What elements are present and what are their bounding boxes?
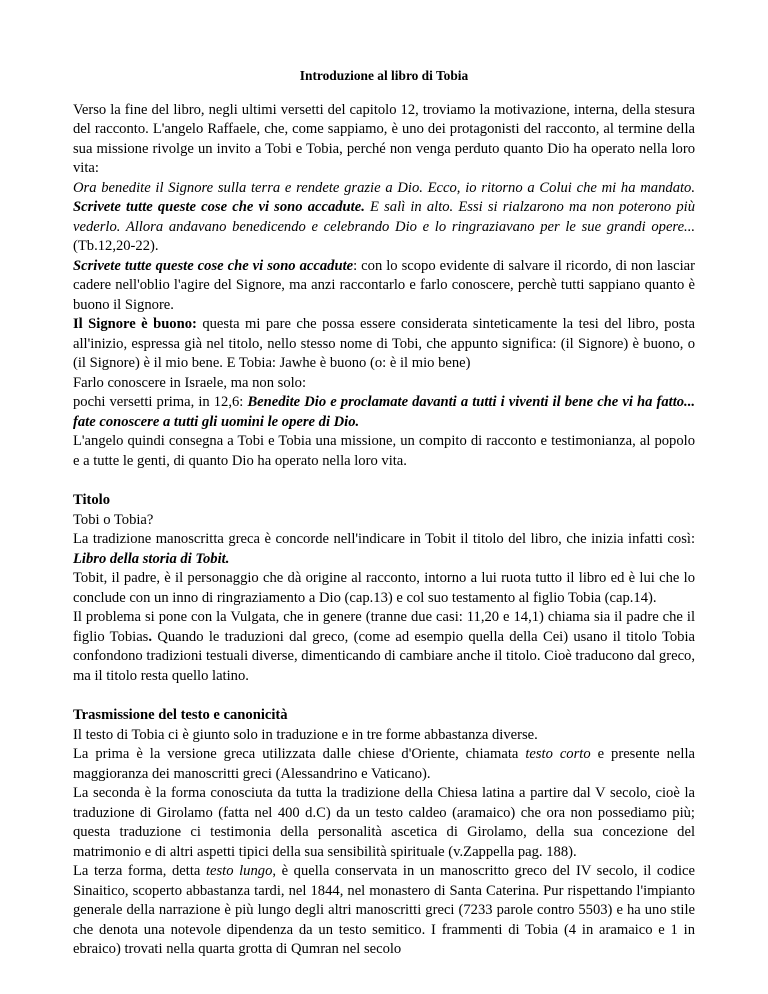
titolo-p4-lead: Il problema si pone con la Vulgata, che in genere (tranne due casi: 11,20 e 14,1) chiama sia il padre che il figlio Tobias [73, 609, 695, 645]
intro-p3-rest: questa mi pare che possa essere considerata sinteticamente la tesi del libro, posta all'inizio, espressa già nel titolo, nello stesso nome di Tobi, che appunto significa: (il Signore) è buono, o (il Signore) è il mio bene. E Tobia: Jawhe è buono (o: è il mio bene) [73, 316, 695, 371]
section-heading-trasmissione: Trasmissione del testo e canonicità [73, 707, 288, 723]
intro-paragraph-1 [73, 101, 695, 179]
quote-part-c: E salì in alto. Essi si rialzarono ma non poterono più vederlo. Allora andavano benedicendo e celebrando Dio e lo ringraziavano per le sue grandi opere... [73, 199, 696, 235]
document-title: Introduzione al libro di Tobia [299, 68, 469, 83]
titolo-p4-rest: Quando le traduzioni dal greco, (come ad esempio quella della Cei) usano il titolo Tobia confondono tradizioni testuali diverse, dimenticando di cambiare anche il titolo. Cioè traducono dal greco, ma il titolo resta quello latino. [73, 628, 695, 684]
intro-p5-quote: Benedite Dio e proclamate davanti a tutti i viventi il bene che vi ha fatto... fate conoscere a tutti gli uomini le opere di Dio. [73, 394, 695, 430]
trasmissione-p1-text: Il testo di Tobia ci è giunto solo in traduzione e in tre forme abbastanza diverse. [73, 726, 538, 743]
trasmissione-p4-lead: La terza forma, detta [73, 863, 206, 879]
trasmissione-paragraph-2 [73, 745, 695, 784]
intro-paragraph-4 [73, 374, 695, 394]
trasmissione-paragraph-1 [73, 726, 695, 746]
intro-p3-lead: Il Signore è buono: [73, 316, 197, 332]
titolo-p3-text: Tobit, il padre, è il personaggio che dà origine al racconto, intorno a lui ruota tutto il libro ed è lui che lo conclude con un inno di ringraziamento a Dio (cap.13) e col suo testamento al figlio Tobia (cap.14). [73, 570, 695, 606]
quote-reference: (Tb.12,20-22). [73, 238, 159, 254]
intro-p2-rest: : con lo scopo evidente di salvare il ricordo, di non lasciar cadere nell'oblio l'agire del Signore, ma anzi raccontarlo e farlo conoscere, perchè tutti sappiano quanto è buono il Signore. [73, 257, 695, 313]
intro-paragraph-2 [73, 257, 695, 316]
trasmissione-p2-rest: e presente nella maggioranza dei manoscritti greci (Alessandrino e Vaticano). [73, 746, 695, 782]
intro-paragraph-6 [73, 432, 695, 471]
trasmissione-paragraph-3 [73, 784, 695, 862]
intro-text: Verso la fine del libro, negli ultimi versetti del capitolo 12, troviamo la motivazione, interna, della stesura del racconto. L'angelo Raffaele, che, come sappiamo, è uno dei protagonisti del racconto, al termine della sua missione rivolge un invito a Tobi e Tobia, perché non venga perduto quanto Dio ha operato nella loro vita: [73, 101, 695, 176]
trasmissione-p2-em: testo corto [525, 746, 591, 762]
titolo-p1-text: Tobi o Tobia? [73, 511, 154, 528]
trasmissione-p4-em: testo lungo [205, 863, 273, 879]
titolo-p2-lead: La tradizione manoscritta greca è concorde nell'indicare in Tobit il titolo del libro, che inizia infatti così: [73, 531, 695, 547]
quote-part-b: Scrivete tutte queste cose che vi sono accadute. [73, 199, 365, 215]
intro-p2-lead: Scrivete tutte queste cose che vi sono accadute [73, 257, 354, 274]
trasmissione-p2-lead: La prima è la versione greca utilizzata dalle chiese d'Oriente, chiamata [73, 746, 526, 762]
section-heading-titolo: Titolo [73, 492, 111, 508]
titolo-paragraph-4 [73, 608, 695, 686]
intro-p4-text: Farlo conoscere in Israele, ma non solo: [73, 374, 307, 391]
trasmissione-p3-text: La seconda è la forma conosciuta da tutta la tradizione della Chiesa latina a partire dal V secolo, cioè la traduzione di Girolamo (fatta nel 400 d.C) da un testo caldeo (aramaico) che ora non possediamo più; questa traduzione ci testimonia della personalità ascetica di Girolamo, della sua concezione del matrimonio e di altri aspetti tipici della sua sensibilità spirituale (v.Zappella pag. 188). [73, 785, 695, 860]
titolo-paragraph-1 [73, 511, 695, 531]
titolo-paragraph-3 [73, 569, 695, 608]
titolo-paragraph-2 [73, 530, 695, 569]
intro-quote-paragraph [73, 179, 695, 257]
quote-part-a: Ora benedite il Signore sulla terra e rendete grazie a Dio. Ecco, io ritorno a Colui che mi ha mandato. [73, 179, 695, 196]
trasmissione-p4-rest: , è quella conservata in un manoscritto greco del IV secolo, il codice Sinaitico, scoperto abbastanza tardi, nel 1844, nel monastero di Santa Caterina. Pur rispettando l'impianto generale della narrazione è più lungo degli altri manoscritti greci (7233 parole contro 5503) e ha uno stile che denota una notevole dipendenza da un testo semitico. I frammenti di Tobia (4 in aramaico e 1 in ebraico) trovati nella quarta grotta di Qumran nel secolo [73, 863, 695, 957]
intro-p6-text: L'angelo quindi consegna a Tobi e Tobia una missione, un compito di racconto e testimonianza, al popolo e a tutte le genti, di quanto Dio ha operato nella loro vita. [73, 433, 695, 469]
intro-paragraph-5 [73, 393, 695, 432]
trasmissione-paragraph-4 [73, 862, 695, 960]
intro-p5-lead: pochi versetti prima, in 12,6: [73, 394, 248, 410]
intro-paragraph-3 [73, 315, 695, 374]
titolo-p4-dot: . [148, 628, 153, 645]
titolo-p2-quote: Libro della storia di Tobit. [73, 550, 230, 567]
